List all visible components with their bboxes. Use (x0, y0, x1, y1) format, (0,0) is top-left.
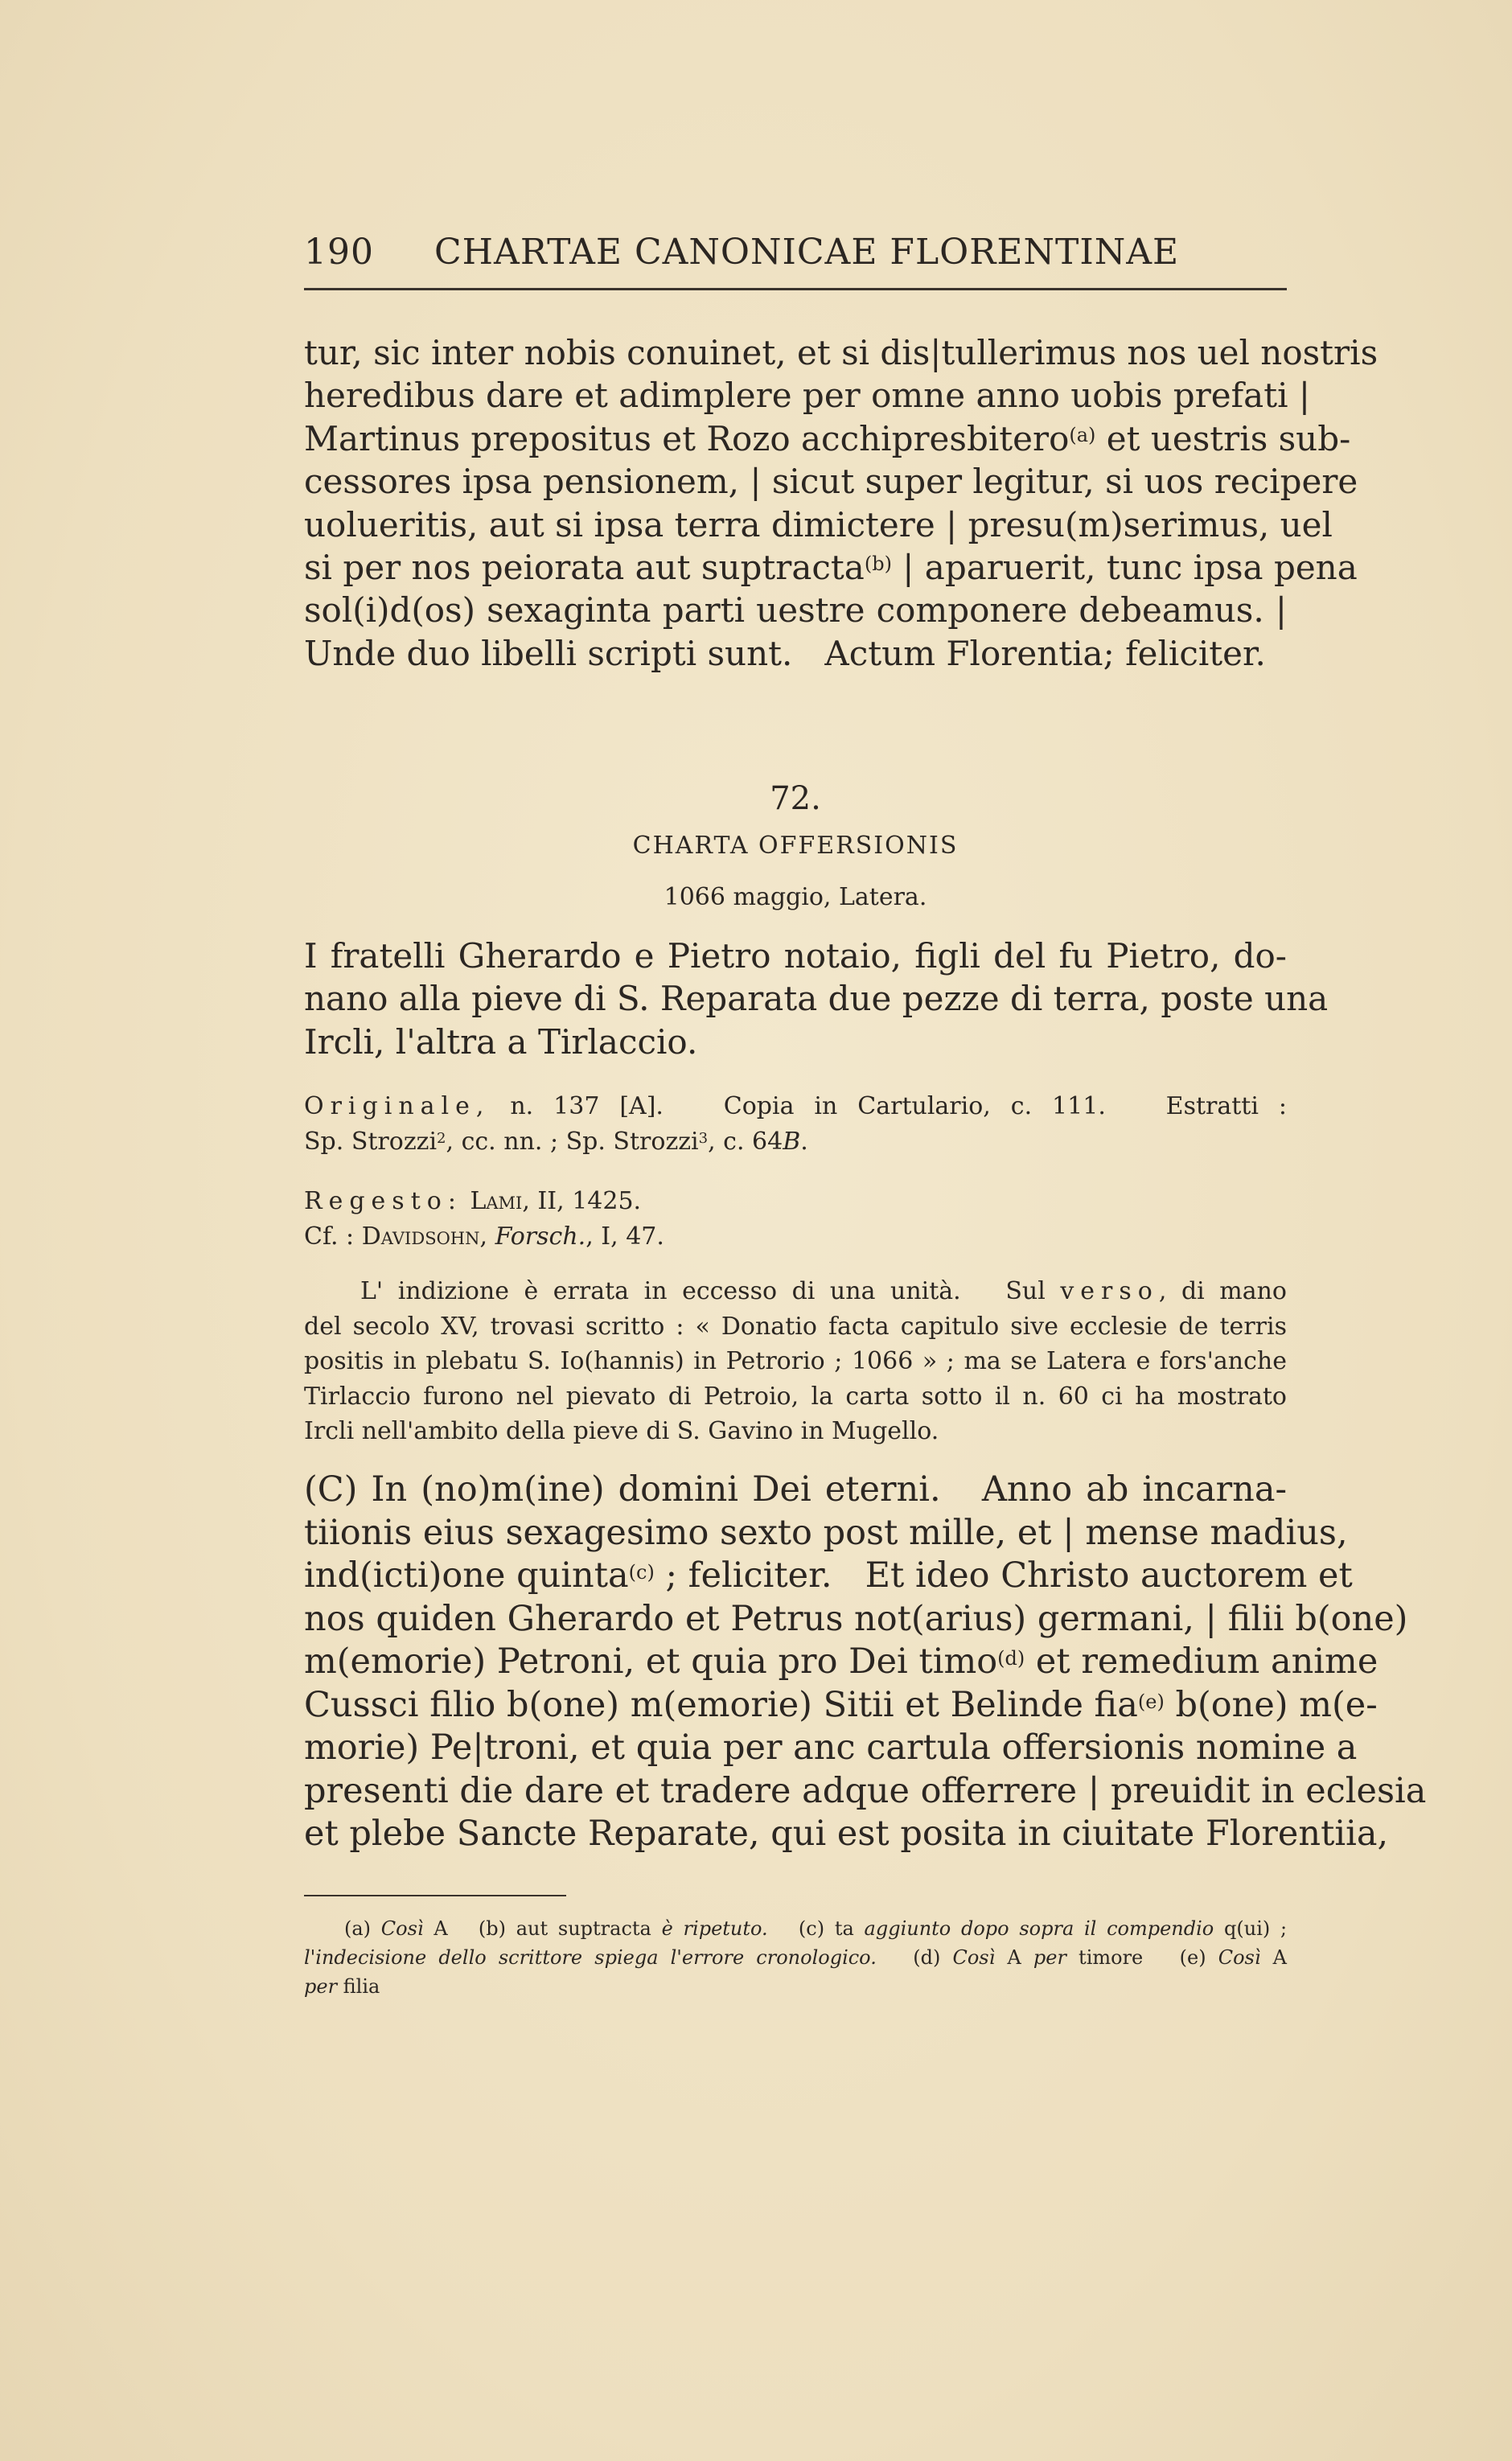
charter-line: ind(icti)one quinta$^{(c)}$ ; feliciter. Et ideo Christo auctorem et (304, 1555, 1353, 1596)
charter-line: presenti die dare et tradere adque offerrere | preuidit in eclesia (304, 1770, 1427, 1811)
running-title: CHARTAE CANONICAE FLORENTINAE (434, 232, 1180, 273)
footnote-line: (a) Così A (b) aut suptracta è ripetuto. (c) ta aggiunto dopo sopra il compendio q(ui) ; (344, 1917, 1288, 1940)
tradition-note (304, 1089, 1287, 1159)
text-line: uolueritis, aut si ipsa terra dimictere | presu(m)serimus, uel (304, 504, 1333, 544)
text-line: Unde duo libelli scripti sunt. Actum Florentia; feliciter. (304, 633, 1266, 673)
document-summary (304, 935, 1329, 1063)
charter-line: Cussci filio b(one) m(emorie) Sitii et Belinde fia$^{(e)}$ b(one) m(e- (304, 1684, 1378, 1725)
cf-line: Cf. : Davidsohn, Forsch., I, 47. (304, 1222, 664, 1251)
footnote-line: per filia (304, 1975, 380, 1998)
commentary-line: positis in plebatu S. Io(hannis) in Petrorio ; 1066 » ; ma se Latera e fors'anche (304, 1347, 1287, 1375)
summary-line: Ircli, l'altra a Tirlaccio. (304, 1021, 698, 1062)
text-line: sol(i)d(os) sexaginta parti uestre componere debeamus. | (304, 590, 1287, 631)
charter-line: et plebe Sancte Reparate, qui est posita in ciuitate Florentiia, (304, 1814, 1389, 1854)
commentary (304, 1274, 1287, 1449)
note-mark-c: (c) (628, 1561, 655, 1584)
note-mark-a: (a) (1069, 423, 1096, 446)
commentary-line: Ircli nell'ambito della pieve di S. Gavino in Mugello. (304, 1417, 939, 1445)
note-mark-b: (b) (864, 553, 892, 576)
page-number: 190 (304, 232, 374, 273)
text-line: heredibus dare et adimplere per omne anno uobis prefati | (304, 376, 1311, 416)
bibliography (304, 1184, 1287, 1254)
text-line: Martinus prepositus et Rozo acchipresbitero$^{(a)}$ et uestris sub- (304, 418, 1351, 458)
note-mark-e: (e) (1137, 1690, 1165, 1713)
tradition-line: Originale, n. 137 [A]. Copia in Cartulario, c. 111. Estratti : (304, 1092, 1287, 1120)
charter-text (304, 1469, 1427, 1856)
document-date: 1066 maggio, Latera. (664, 883, 927, 911)
summary-line: I fratelli Gherardo e Pietro notaio, figli del fu Pietro, do- (304, 936, 1287, 976)
charter-line: tiionis eius sexagesimo sexto post mille, et | mense madius, (304, 1512, 1348, 1553)
text-line: tur, sic inter nobis conuinet, et si dis|tullerimus nos uel nostris (304, 333, 1378, 372)
document-title: CHARTA OFFERSIONIS (632, 832, 959, 860)
charter-line: (C) In (no)m(ine) domini Dei eterni. Anno ab incarna- (304, 1469, 1287, 1510)
commentary-line: L' indizione è errata in eccesso di una unità. Sul verso, di mano (360, 1277, 1287, 1305)
regesto-line: Regesto: Lami, II, 1425. (304, 1187, 642, 1215)
document-number: 72. (770, 780, 821, 817)
footnotes (304, 1914, 1287, 2001)
commentary-line: Tirlaccio furono nel pievato di Petroio, la carta sotto il n. 60 ci ha mostrato (304, 1382, 1287, 1411)
footnote-line: l'indecisione dello scrittore spiega l'errore cronologico. (d) Così A per timore (e) Così A (304, 1946, 1287, 1969)
summary-line: nano alla pieve di S. Reparata due pezze di terra, poste una (304, 979, 1329, 1019)
footnote-rule (304, 1895, 566, 1896)
running-header (304, 232, 1287, 277)
charter-line: morie) Pe|troni, et quia per anc cartula offersionis nomine a (304, 1728, 1358, 1768)
continued-charter-text (304, 331, 1378, 675)
charter-line: m(emorie) Petroni, et quia pro Dei timo$^{(d)}$ et remedium anime (304, 1641, 1378, 1682)
charter-line: nos quiden Gherardo et Petrus not(arius) germani, | filii b(one) (304, 1598, 1408, 1639)
text-line: si per nos peiorata aut suptracta$^{(b)}$ | aparuerit, tunc ipsa pena (304, 548, 1358, 588)
text-line: cessores ipsa pensionem, | sicut super legitur, si uos recipere (304, 462, 1358, 502)
header-rule (304, 288, 1287, 290)
tradition-line: Sp. Strozzi$^2$, cc. nn. ; Sp. Strozzi$^3$, c. 64B. (304, 1127, 808, 1156)
note-mark-d: (d) (997, 1647, 1025, 1670)
commentary-line: del secolo XV, trovasi scritto : « Donatio facta capitulo sive ecclesie de terris (304, 1312, 1287, 1341)
